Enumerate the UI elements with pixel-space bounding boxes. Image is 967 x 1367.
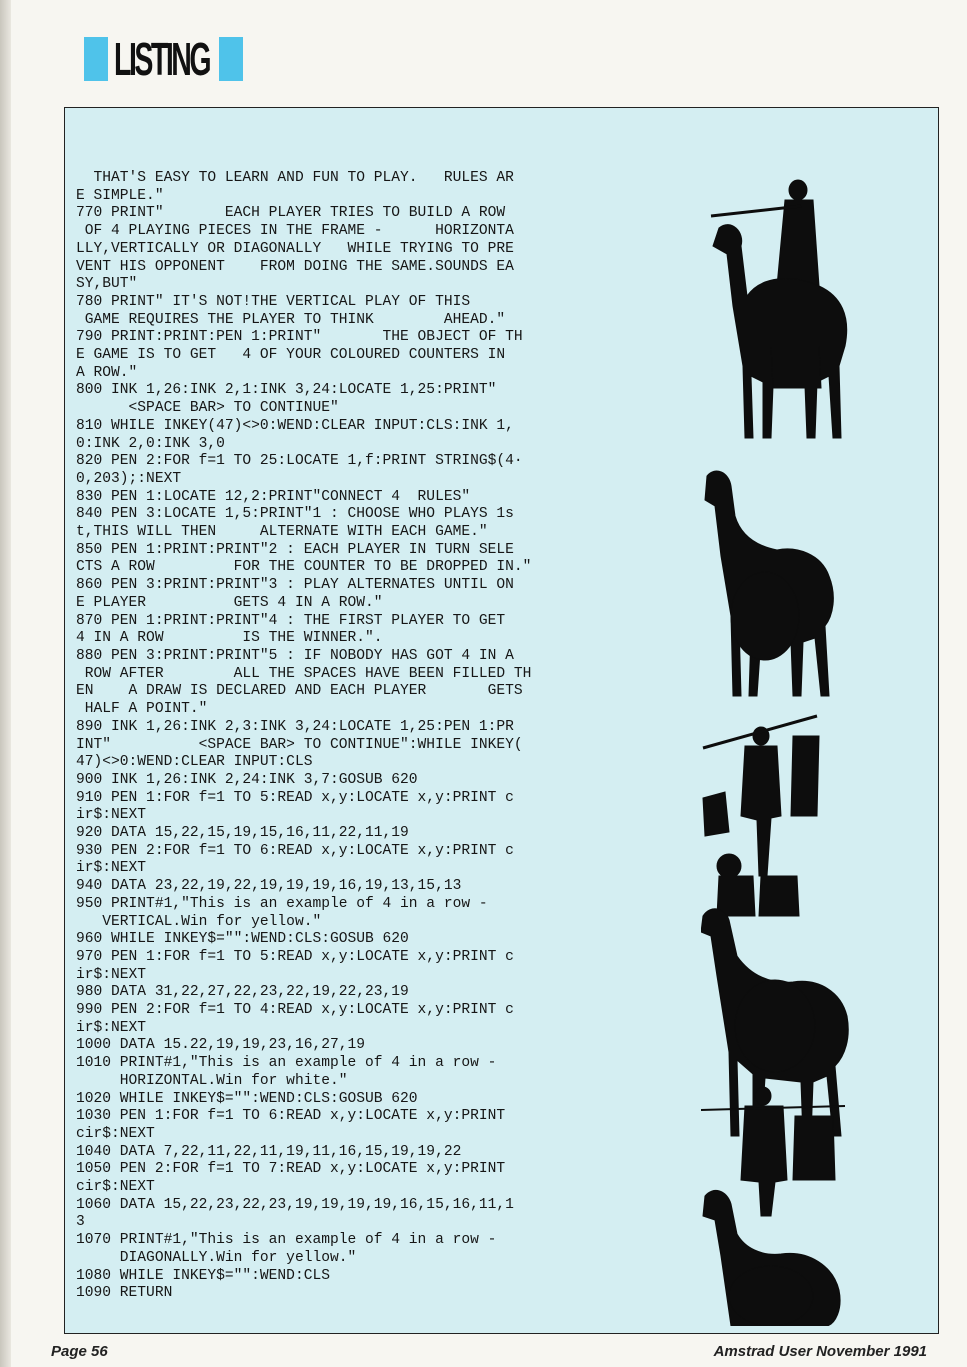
code-line: 1020 WHILE INKEY$="":WEND:CLS:GOSUB 620 <box>76 1090 418 1107</box>
code-line: cir$:NEXT <box>76 1125 155 1142</box>
code-line: E PLAYER GETS 4 IN A ROW." <box>76 594 383 611</box>
code-line: LLY,VERTICALLY OR DIAGONALLY WHILE TRYING TO PRE <box>76 240 514 257</box>
code-line: DIAGONALLY.Win for yellow." <box>76 1249 357 1266</box>
code-line: E GAME IS TO GET 4 OF YOUR COLOURED COUNTERS IN <box>76 347 506 364</box>
code-line: 930 PEN 2:FOR f=1 TO 6:READ x,y:LOCATE x,y:PRINT c <box>76 842 514 859</box>
code-line: 0:INK 2,0:INK 3,0 <box>76 435 225 452</box>
code-line: cir$:NEXT <box>76 1179 155 1196</box>
code-line: ir$:NEXT <box>76 807 147 824</box>
code-line: 0,203);:NEXT <box>76 470 182 487</box>
magazine-issue: Amstrad User November 1991 <box>713 1343 927 1360</box>
code-line: HORIZONTAL.Win for white." <box>76 1072 348 1089</box>
code-line: 870 PEN 1:PRINT:PRINT"4 : THE FIRST PLAYER TO GET <box>76 612 506 629</box>
code-line: 1090 RETURN <box>76 1285 173 1302</box>
code-line: 780 PRINT" IT'S NOT!THE VERTICAL PLAY OF THIS <box>76 293 471 310</box>
code-line: <SPACE BAR> TO CONTINUE" <box>76 400 339 417</box>
code-line: VENT HIS OPPONENT FROM DOING THE SAME.SOUNDS EA <box>76 258 514 275</box>
camel-caravan-illustration <box>701 176 861 1326</box>
code-line: A ROW." <box>76 364 138 381</box>
code-line: E SIMPLE." <box>76 187 164 204</box>
code-line: INT" <SPACE BAR> TO CONTINUE":WHILE INKEY( <box>76 736 523 753</box>
code-line: 900 INK 1,26:INK 2,24:INK 3,7:GOSUB 620 <box>76 771 418 788</box>
code-line: EN A DRAW IS DECLARED AND EACH PLAYER GETS <box>76 683 523 700</box>
code-line: 1060 DATA 15,22,23,22,23,19,19,19,19,16,15,16,11,1 <box>76 1196 514 1213</box>
code-line: 920 DATA 15,22,15,19,15,16,11,22,11,19 <box>76 825 409 842</box>
code-line: GAME REQUIRES THE PLAYER TO THINK AHEAD." <box>76 311 506 328</box>
code-listing <box>76 170 676 1303</box>
code-line: VERTICAL.Win for yellow." <box>76 913 322 930</box>
code-line: 800 INK 1,26:INK 2,1:INK 3,24:LOCATE 1,25:PRINT" <box>76 382 497 399</box>
code-line: 830 PEN 1:LOCATE 12,2:PRINT"CONNECT 4 RULES" <box>76 488 471 505</box>
code-line: 1030 PEN 1:FOR f=1 TO 6:READ x,y:LOCATE x,y:PRINT <box>76 1108 506 1125</box>
code-line: t,THIS WILL THEN ALTERNATE WITH EACH GAME." <box>76 524 488 541</box>
code-line: 960 WHILE INKEY$="":WEND:CLS:GOSUB 620 <box>76 931 409 948</box>
section-title: LISTING <box>114 33 210 85</box>
camel-silhouette-2 <box>705 471 833 696</box>
code-line: 980 DATA 31,22,27,22,23,22,19,22,23,19 <box>76 984 409 1001</box>
code-line: 990 PEN 2:FOR f=1 TO 4:READ x,y:LOCATE x,y:PRINT c <box>76 1002 514 1019</box>
section-header <box>84 33 243 85</box>
code-line: 810 WHILE INKEY(47)<>0:WEND:CLEAR INPUT:CLS:INK 1, <box>76 417 514 434</box>
header-left-block <box>84 37 108 81</box>
code-line: 47)<>0:WEND:CLEAR INPUT:CLS <box>76 754 313 771</box>
code-line: ir$:NEXT <box>76 966 147 983</box>
code-line: 860 PEN 3:PRINT:PRINT"3 : PLAY ALTERNATES UNTIL ON <box>76 577 514 594</box>
code-line: HALF A POINT." <box>76 701 208 718</box>
code-line: SY,BUT" <box>76 276 138 293</box>
code-line: 820 PEN 2:FOR f=1 TO 25:LOCATE 1,f:PRINT STRING$(4· <box>76 453 523 470</box>
code-line: 950 PRINT#1,"This is an example of 4 in a row - <box>76 895 488 912</box>
page-number: Page 56 <box>51 1343 108 1360</box>
code-line: 1040 DATA 7,22,11,22,11,19,11,16,15,19,19,22 <box>76 1143 462 1160</box>
code-line: THAT'S EASY TO LEARN AND FUN TO PLAY. RULES AR <box>76 170 514 186</box>
walking-figure-2 <box>703 716 819 916</box>
code-line: CTS A ROW FOR THE COUNTER TO BE DROPPED IN." <box>76 559 532 576</box>
code-line: 1010 PRINT#1,"This is an example of 4 in a row - <box>76 1055 497 1072</box>
code-line: OF 4 PLAYING PIECES IN THE FRAME - HORIZONTA <box>76 223 514 240</box>
code-line: 970 PEN 1:FOR f=1 TO 5:READ x,y:LOCATE x,y:PRINT c <box>76 948 514 965</box>
code-line: 790 PRINT:PRINT:PEN 1:PRINT" THE OBJECT OF TH <box>76 329 523 346</box>
code-line: 880 PEN 3:PRINT:PRINT"5 : IF NOBODY HAS GOT 4 IN A <box>76 647 514 664</box>
code-line: 1070 PRINT#1,"This is an example of 4 in a row - <box>76 1232 497 1249</box>
code-line: 3 <box>76 1214 85 1231</box>
code-line: 1000 DATA 15.22,19,19,23,16,27,19 <box>76 1037 366 1054</box>
code-line: 1080 WHILE INKEY$="":WEND:CLS <box>76 1267 330 1284</box>
code-line: ir$:NEXT <box>76 860 147 877</box>
camel-silhouette-3 <box>701 909 848 1138</box>
code-line: 850 PEN 1:PRINT:PRINT"2 : EACH PLAYER IN TURN SELE <box>76 541 514 558</box>
page-edge <box>0 0 11 1367</box>
listing-panel <box>64 107 939 1334</box>
code-line: 4 IN A ROW IS THE WINNER.". <box>76 630 383 647</box>
code-line: 1050 PEN 2:FOR f=1 TO 7:READ x,y:LOCATE x,y:PRINT <box>76 1161 506 1178</box>
code-line: 940 DATA 23,22,19,22,19,19,19,16,19,13,15,13 <box>76 878 462 895</box>
code-line: 910 PEN 1:FOR f=1 TO 5:READ x,y:LOCATE x,y:PRINT c <box>76 789 514 806</box>
code-line: ir$:NEXT <box>76 1019 147 1036</box>
code-line: 890 INK 1,26:INK 2,3:INK 3,24:LOCATE 1,25:PEN 1:PR <box>76 718 514 735</box>
code-line: ROW AFTER ALL THE SPACES HAVE BEEN FILLED TH <box>76 665 532 682</box>
code-line: 770 PRINT" EACH PLAYER TRIES TO BUILD A ROW <box>76 205 506 222</box>
code-line: 840 PEN 3:LOCATE 1,5:PRINT"1 : CHOOSE WHO PLAYS 1s <box>76 506 514 523</box>
header-right-block <box>219 37 243 81</box>
